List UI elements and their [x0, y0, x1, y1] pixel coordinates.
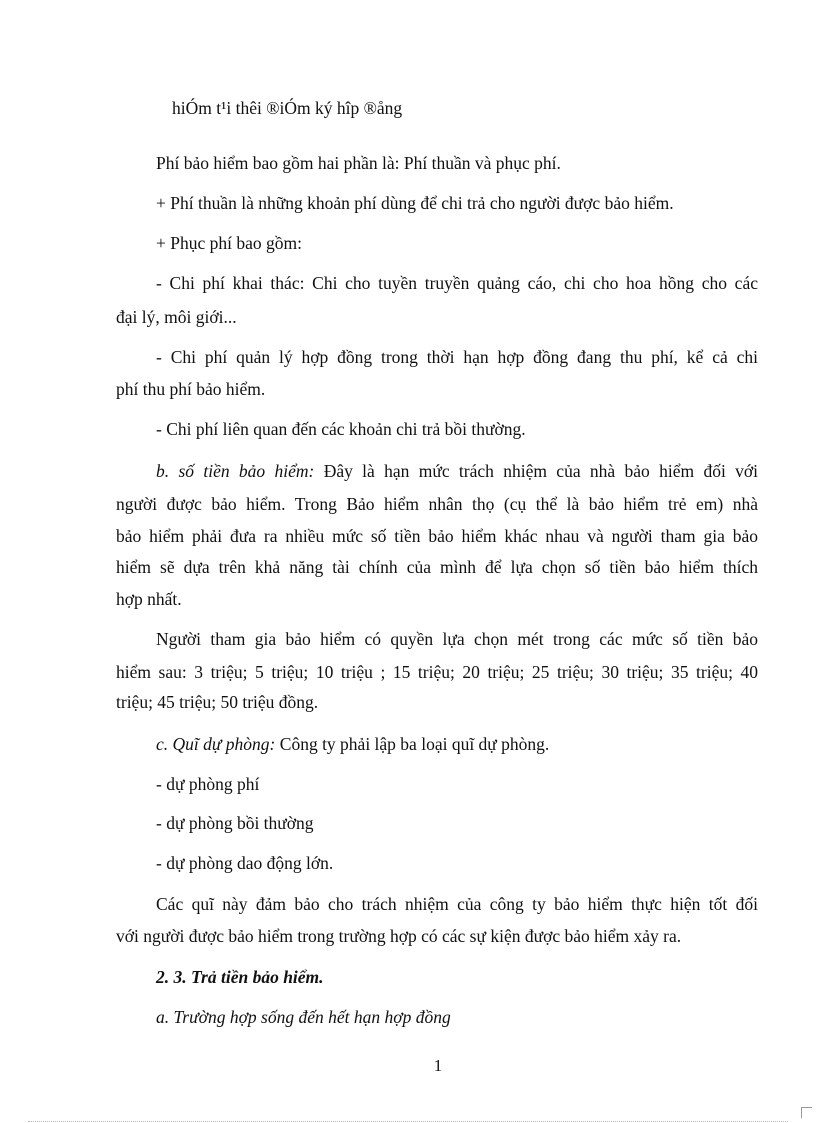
header-fragment: hiÓm t¹i thêi ®iÓm ký hîp ®ång: [172, 98, 403, 118]
paragraph-sum-insured-line-2: người được bảo hiểm. Trong Bảo hiểm nhân thọ (cụ thể là bảo hiểm trẻ em) nhà: [116, 494, 758, 514]
page-footer-rule: [28, 1121, 788, 1122]
heading-reserve-fund: c. Quĩ dự phòng:: [156, 734, 276, 754]
page-corner-mark: [801, 1107, 812, 1118]
paragraph-exploitation-cost-line-1: - Chi phí khai thác: Chi cho tuyền truyền quảng cáo, chi cho hoa hồng cho các: [156, 273, 758, 293]
heading-sum-insured: b. số tiền bảo hiểm:: [156, 461, 315, 481]
list-item-claims-reserve: - dự phòng bồi thường: [156, 813, 314, 833]
paragraph-service-fee: + Phục phí bao gồm:: [156, 233, 302, 253]
paragraph-sum-insured-line-5: hợp nhất.: [116, 589, 182, 609]
section-heading-benefit-payment: 2. 3. Trả tiền bảo hiểm.: [156, 967, 324, 987]
paragraph-amount-options-line-1: Người tham gia bảo hiểm có quyền lựa chọn mét trong các mức số tiền bảo: [156, 629, 758, 649]
paragraph-management-cost-line-1: - Chi phí quản lý hợp đồng trong thời hạn hợp đồng đang thu phí, kể cả chi: [156, 347, 758, 367]
subsection-heading-survival: a. Trường hợp sống đến hết hạn hợp đồng: [156, 1007, 451, 1027]
paragraph-sum-insured-line-4: hiểm sẽ dựa trên khả năng tài chính của mình để lựa chọn số tiền bảo hiểm thích: [116, 557, 758, 577]
list-item-fluctuation-reserve: - dự phòng dao động lớn.: [156, 853, 334, 873]
page-number: 1: [433, 1056, 443, 1075]
list-item-premium-reserve: - dự phòng phí: [156, 774, 260, 794]
paragraph-premium-composition: Phí bảo hiểm bao gồm hai phần là: Phí thuần và phục phí.: [156, 153, 561, 173]
paragraph-sum-insured-line-1: [156, 460, 758, 482]
paragraph-amount-options-line-3: triệu; 45 triệu; 50 triệu đồng.: [116, 692, 319, 712]
paragraph-net-premium: + Phí thuần là những khoản phí dùng để chi trả cho người được bảo hiểm.: [156, 193, 674, 213]
paragraph-exploitation-cost-line-2: đại lý, môi giới...: [116, 307, 237, 327]
reserve-fund-text: Công ty phải lập ba loại quĩ dự phòng.: [275, 734, 550, 754]
paragraph-management-cost-line-2: phí thu phí bảo hiểm.: [116, 379, 266, 399]
paragraph-funds-purpose-line-1: Các quĩ này đảm bảo cho trách nhiệm của công ty bảo hiểm thực hiện tốt đối: [156, 894, 758, 914]
paragraph-claims-cost: - Chi phí liên quan đến các khoản chi trả bồi thường.: [156, 419, 526, 439]
paragraph-reserve-fund: [156, 733, 549, 755]
paragraph-funds-purpose-line-2: với người được bảo hiểm trong trường hợp có các sự kiện được bảo hiểm xảy ra.: [116, 926, 682, 946]
paragraph-amount-options-line-2: hiểm sau: 3 triệu; 5 triệu; 10 triệu ; 15 triệu; 20 triệu; 25 triệu; 30 triệu; 35 triệu; 40: [116, 662, 758, 682]
paragraph-sum-insured-line-3: bảo hiểm phải đưa ra nhiều mức số tiền bảo hiểm khác nhau và người tham gia bảo: [116, 526, 758, 546]
sum-insured-text: Đây là hạn mức trách nhiệm của nhà bảo hiểm đối với: [314, 461, 759, 481]
